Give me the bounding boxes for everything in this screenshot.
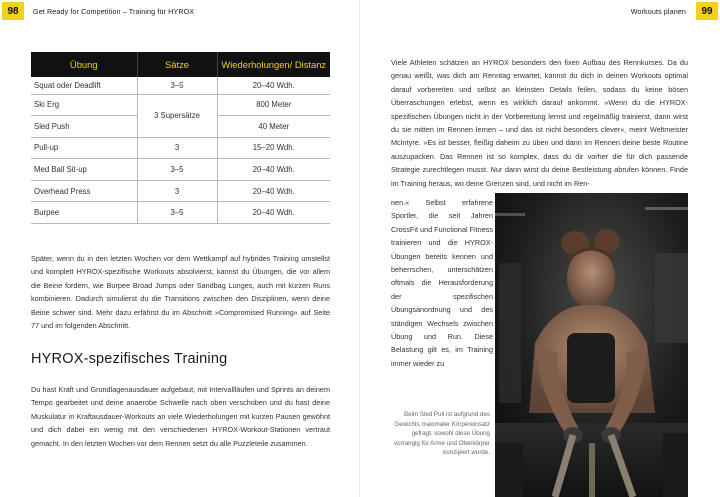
cell-reps: 800 Meter [217, 94, 330, 116]
header-reps: Wiederholungen/ Distanz [217, 52, 330, 77]
table-row [31, 77, 330, 94]
running-head-left: Get Ready for Competition – Training für HYROX [33, 7, 195, 16]
cell-reps: 40 Meter [217, 116, 330, 138]
cell-sets: 3–5 [137, 77, 217, 94]
cell-reps: 20–40 Wdh. [217, 159, 330, 181]
page-number-left: 98 [2, 2, 24, 20]
cell-exercise: Med Ball Sit-up [31, 159, 137, 181]
cell-sets: 3 [137, 180, 217, 202]
cell-exercise: Ski Erg [31, 94, 137, 116]
table-row [31, 180, 330, 202]
cell-reps: 15–20 Wdh. [217, 137, 330, 159]
cell-exercise: Burpee [31, 202, 137, 224]
table-row [31, 202, 330, 224]
table-row [31, 159, 330, 181]
right-page [360, 0, 720, 497]
cell-reps: 20–40 Wdh. [217, 180, 330, 202]
cell-reps: 20–40 Wdh. [217, 77, 330, 94]
cell-sets: 3–5 [137, 159, 217, 181]
body-paragraph-race-course: Viele Athleten schätzen an HYROX besonders den fixen Aufbau des Rennkurses. Da du genau weißt, was dich am Renntag erwartet, kannst du dich in deinen Workouts optimal darauf vorbereiten und selbst an kleinsten Details feilen, sodass du keine bösen Überraschungen erlebst, wenn es wirklich darauf ankommt. »Wenn du die HYROX-spezifischen Übungen nicht in der Vorbereitung lernst und regelmäßig trainierst, dann wirst du sie mitten im Rennen lernen – und das ist nicht besonders clever«, meint Weltmeister McIntyre. »Es ist besser, fleißig daheim zu üben und dann im Rennen deine beste Routine auszupacken. Das Rennen ist so komplex, dass du dir vorher die für dich passende Strategie zurechtlegen musst. Nur dann wirst du deine Bestleistung abrufen können. Finde im Training heraus, wo deine Grenzen sind, und nicht im Ren- [391, 58, 688, 188]
table-header-row [31, 52, 330, 77]
section-heading: HYROX-spezifisches Training [31, 351, 228, 367]
table-row [31, 137, 330, 159]
exercise-table [31, 52, 330, 224]
body-paragraph-transitions: Später, wenn du in den letzten Wochen vor dem Wettkampf auf hybrides Training umstellst und komplett HYROX-spezifische Workouts absolvierst, kannst du Übungen, die vor allem die Beine fordern, wie Burpee Broad Jumps oder Sandbag Lunges, auch mit kurzen Runs kombinieren. Dadurch simulierst du die Transitions zwischen den Disziplinen, wenn deine Beine schwer sind. Mehr dazu erfährst du im Abschnitt »Compromised Running« auf Seite 77 und im folgenden Abschnitt. [31, 254, 330, 331]
cell-sets: 3 [137, 137, 217, 159]
cell-exercise: Overhead Press [31, 180, 137, 202]
cell-sets: 3–5 [137, 202, 217, 224]
header-exercise: Übung [31, 52, 137, 77]
running-head-right: Workouts planen [630, 7, 686, 16]
page-number-right: 99 [696, 2, 718, 20]
cell-exercise: Squat oder Deadlift [31, 77, 137, 94]
body-paragraph-wrap: nen.« Selbst erfahrene Sportler, die seit Jahren CrossFit und Functional Fitness trainieren und die HYROX-Übungen bereits kennen und beherrschen, unterschätzen oftmals die Herausforderung der spezifischen Übungsanordnung und des ständigen Wechsels zwischen Übung und Run. Diese Belastung gilt es, im Training immer wieder zu [391, 198, 493, 368]
table-row [31, 94, 330, 116]
cell-sets-merged: 3 Supersätze [137, 94, 217, 137]
cell-reps: 20–40 Wdh. [217, 202, 330, 224]
athlete-photo [495, 193, 688, 497]
cell-exercise: Pull-up [31, 137, 137, 159]
photo-caption: Beim Sled Pull ist aufgrund des Gewichts maximaler Körpereinsatz gefragt, sowohl diese Übung vorrangig für Arme und Oberkörper konzipiert wurde. [394, 411, 490, 457]
header-sets: Sätze [137, 52, 217, 77]
cell-exercise: Sled Push [31, 116, 137, 138]
body-paragraph-specific-training: Du hast Kraft und Grundlagenausdauer aufgebaut, mit Intervallläufen und Sprints an deinem Tempo gearbeitet und deine anaerobe Schwelle nach oben verschoben und du hast deine Muskulatur in Kraftausdauer-Workouts an viele Wiederholungen mit kurzen Pausen gewöhnt und dich dabei ein wenig mit den verschiedenen HYROX-Workout-Stationen vertraut gemacht. In den letzten Wochen vor dem Rennen setzt du alle Puzzleteile zusammen. [31, 385, 330, 448]
